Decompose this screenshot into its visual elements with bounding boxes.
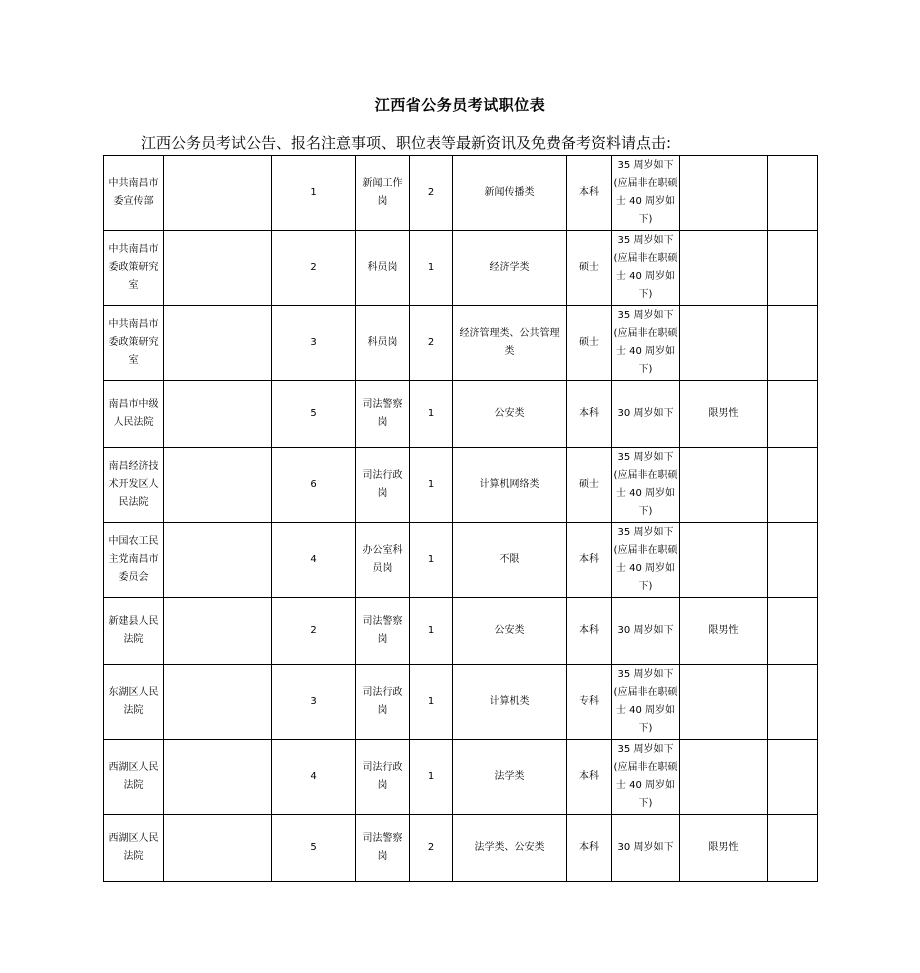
cell-code: 2	[272, 231, 356, 306]
cell-blank	[164, 523, 272, 598]
cell-other	[680, 156, 768, 231]
cell-num: 2	[410, 815, 453, 882]
document-title: 江西省公务员考试职位表	[374, 96, 546, 114]
cell-other	[680, 523, 768, 598]
cell-code: 3	[272, 306, 356, 381]
cell-note	[768, 448, 818, 523]
cell-dept: 东湖区人民法院	[104, 665, 164, 740]
table-row	[104, 740, 818, 815]
cell-post: 新闻工作岗	[356, 156, 410, 231]
cell-code: 5	[272, 815, 356, 882]
cell-edu: 硕士	[567, 231, 612, 306]
cell-post: 司法行政岗	[356, 448, 410, 523]
cell-age: 35 周岁如下(应届非在职硕士 40 周岁如下)	[612, 306, 680, 381]
cell-major: 新闻传播类	[453, 156, 567, 231]
table-row	[104, 598, 818, 665]
cell-post: 司法警察岗	[356, 815, 410, 882]
cell-blank	[164, 598, 272, 665]
cell-code: 4	[272, 523, 356, 598]
cell-major: 公安类	[453, 598, 567, 665]
cell-other: 限男性	[680, 815, 768, 882]
cell-major: 经济学类	[453, 231, 567, 306]
cell-edu: 本科	[567, 381, 612, 448]
cell-dept: 中共南昌市委政策研究室	[104, 306, 164, 381]
cell-major: 计算机类	[453, 665, 567, 740]
cell-major: 法学类、公安类	[453, 815, 567, 882]
cell-other: 限男性	[680, 598, 768, 665]
table-row	[104, 523, 818, 598]
cell-post: 司法行政岗	[356, 740, 410, 815]
cell-note	[768, 156, 818, 231]
cell-age: 30 周岁如下	[612, 815, 680, 882]
cell-dept: 中共南昌市委政策研究室	[104, 231, 164, 306]
table-row	[104, 665, 818, 740]
cell-age: 30 周岁如下	[612, 598, 680, 665]
cell-note	[768, 231, 818, 306]
cell-note	[768, 598, 818, 665]
cell-note	[768, 381, 818, 448]
cell-dept: 中共南昌市委宣传部	[104, 156, 164, 231]
cell-edu: 硕士	[567, 306, 612, 381]
cell-edu: 本科	[567, 740, 612, 815]
cell-blank	[164, 231, 272, 306]
cell-edu: 本科	[567, 598, 612, 665]
cell-post: 科员岗	[356, 306, 410, 381]
cell-post: 办公室科员岗	[356, 523, 410, 598]
cell-age: 30 周岁如下	[612, 381, 680, 448]
cell-code: 5	[272, 381, 356, 448]
cell-code: 4	[272, 740, 356, 815]
cell-blank	[164, 156, 272, 231]
table-row	[104, 306, 818, 381]
cell-major: 法学类	[453, 740, 567, 815]
cell-num: 2	[410, 306, 453, 381]
table-row	[104, 815, 818, 882]
table-row	[104, 448, 818, 523]
cell-num: 1	[410, 231, 453, 306]
cell-blank	[164, 665, 272, 740]
cell-code: 1	[272, 156, 356, 231]
cell-major: 不限	[453, 523, 567, 598]
cell-note	[768, 306, 818, 381]
table-row	[104, 231, 818, 306]
cell-dept: 西湖区人民法院	[104, 815, 164, 882]
cell-dept: 南昌经济技术开发区人民法院	[104, 448, 164, 523]
cell-post: 科员岗	[356, 231, 410, 306]
cell-num: 1	[410, 740, 453, 815]
cell-dept: 新建县人民法院	[104, 598, 164, 665]
cell-blank	[164, 381, 272, 448]
cell-num: 1	[410, 448, 453, 523]
cell-edu: 本科	[567, 156, 612, 231]
cell-blank	[164, 448, 272, 523]
cell-edu: 专科	[567, 665, 612, 740]
cell-age: 35 周岁如下(应届非在职硕士 40 周岁如下)	[612, 665, 680, 740]
cell-age: 35 周岁如下(应届非在职硕士 40 周岁如下)	[612, 231, 680, 306]
cell-age: 35 周岁如下(应届非在职硕士 40 周岁如下)	[612, 740, 680, 815]
cell-blank	[164, 306, 272, 381]
table-row	[104, 156, 818, 231]
cell-num: 1	[410, 665, 453, 740]
cell-blank	[164, 815, 272, 882]
cell-note	[768, 740, 818, 815]
cell-note	[768, 815, 818, 882]
cell-dept: 西湖区人民法院	[104, 740, 164, 815]
cell-num: 1	[410, 523, 453, 598]
cell-blank	[164, 740, 272, 815]
cell-note	[768, 665, 818, 740]
cell-major: 公安类	[453, 381, 567, 448]
cell-dept: 中国农工民主党南昌市委员会	[104, 523, 164, 598]
cell-major: 计算机网络类	[453, 448, 567, 523]
document-subtitle: 江西公务员考试公告、报名注意事项、职位表等最新资讯及免费备考资料请点击:	[141, 134, 672, 152]
cell-age: 35 周岁如下(应届非在职硕士 40 周岁如下)	[612, 156, 680, 231]
cell-age: 35 周岁如下(应届非在职硕士 40 周岁如下)	[612, 448, 680, 523]
cell-post: 司法警察岗	[356, 598, 410, 665]
cell-edu: 硕士	[567, 448, 612, 523]
cell-num: 2	[410, 156, 453, 231]
cell-other	[680, 448, 768, 523]
cell-post: 司法行政岗	[356, 665, 410, 740]
cell-age: 35 周岁如下(应届非在职硕士 40 周岁如下)	[612, 523, 680, 598]
cell-num: 1	[410, 598, 453, 665]
cell-edu: 本科	[567, 815, 612, 882]
cell-major: 经济管理类、公共管理类	[453, 306, 567, 381]
cell-dept: 南昌市中级人民法院	[104, 381, 164, 448]
cell-other	[680, 231, 768, 306]
cell-code: 6	[272, 448, 356, 523]
table-row	[104, 381, 818, 448]
cell-edu: 本科	[567, 523, 612, 598]
cell-other	[680, 306, 768, 381]
cell-code: 3	[272, 665, 356, 740]
cell-code: 2	[272, 598, 356, 665]
cell-other	[680, 740, 768, 815]
cell-other: 限男性	[680, 381, 768, 448]
cell-num: 1	[410, 381, 453, 448]
cell-post: 司法警察岗	[356, 381, 410, 448]
position-table	[103, 155, 818, 882]
cell-other	[680, 665, 768, 740]
cell-note	[768, 523, 818, 598]
